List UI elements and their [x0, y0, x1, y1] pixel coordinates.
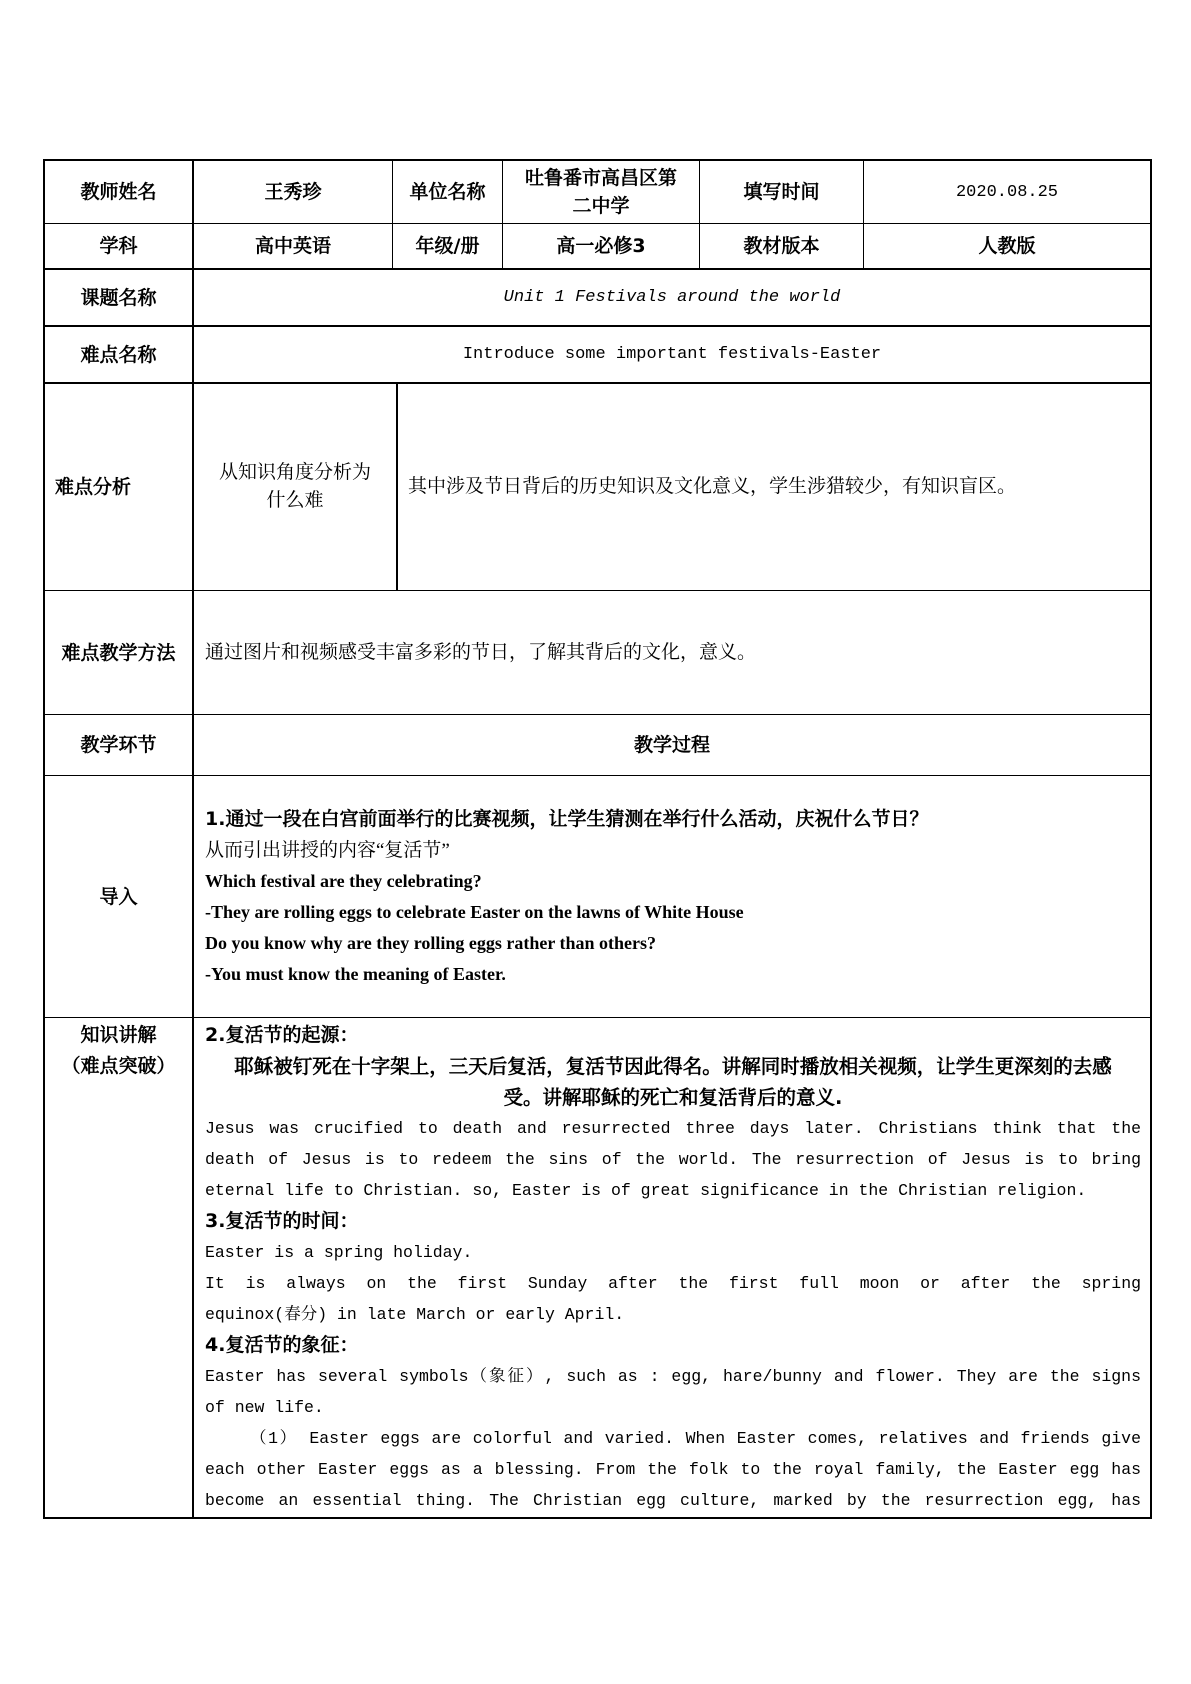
analysis-aspect: 从知识角度分析为什么难: [218, 462, 371, 511]
intro-line: Do you know why are they rolling eggs rather than others?: [205, 932, 657, 953]
eggs-text-line: （1） Easter eggs are colorful and varied. When Easter comes, relatives and friends give: [250, 1429, 1141, 1448]
eggs-text-line: become an essential thing. The Christian egg culture, marked by the resurrection egg, has: [205, 1491, 1141, 1510]
origin-text-line: death of Jesus is to redeem the sins of the world. The resurrection of Jesus is to bring: [205, 1150, 1141, 1169]
time-heading: 3.复活节的时间：: [205, 1210, 359, 1232]
edition-label: 教材版本: [700, 224, 863, 268]
symbols-heading: 4.复活节的象征：: [205, 1334, 359, 1356]
grade-value: 高一必修3: [503, 224, 699, 268]
symbols-text-line: Easter has several symbols（象征）, such as : egg, hare/bunny and flower. They are the signs: [205, 1367, 1141, 1386]
analysis-label: 难点分析: [45, 384, 192, 590]
difficulty-value: Introduce some important festivals-Easter: [194, 327, 1150, 382]
knowledge-text-block: [205, 1020, 1141, 1516]
date-value: 2020.08.25: [864, 161, 1150, 223]
subject-label: 学科: [45, 224, 192, 268]
teacher-name-value: 王秀珍: [194, 161, 392, 223]
origin-summary-line: 耶稣被钉死在十字架上，三天后复活，复活节因此得名。讲解同时播放相关视频，让学生更深刻的去感: [234, 1055, 1112, 1078]
school-label: 单位名称: [393, 161, 502, 223]
time-text-line: Easter is a spring holiday.: [205, 1243, 473, 1262]
intro-line: 从而引出讲授的内容“复活节”: [205, 839, 450, 861]
grade-label: 年级/册: [393, 224, 502, 268]
school-name-value: 吐鲁番市高昌区第二中学: [524, 167, 677, 217]
process-header: 教学过程: [194, 715, 1150, 775]
topic-value: Unit 1 Festivals around the world: [194, 270, 1150, 325]
origin-text-line: eternal life to Christian. so, Easter is of great significance in the Christian religion.: [205, 1181, 1087, 1200]
intro-line: Which festival are they celebrating?: [205, 870, 482, 891]
edition-value: 人教版: [864, 224, 1150, 268]
method-text: 通过图片和视频感受丰富多彩的节日，了解其背后的文化，意义。: [194, 591, 1150, 714]
subject-value: 高中英语: [194, 224, 392, 268]
lesson-plan-table: [43, 159, 1152, 1519]
symbols-text-line: of new life.: [205, 1398, 324, 1417]
school-cell: [503, 161, 699, 223]
topic-label: 课题名称: [45, 270, 192, 325]
origin-text-line: Jesus was crucified to death and resurrected three days later. Christians think that the: [205, 1119, 1141, 1138]
intro-line: -You must know the meaning of Easter.: [205, 963, 506, 984]
intro-line: -They are rolling eggs to celebrate Easter on the lawns of White House: [205, 901, 744, 922]
date-label: 填写时间: [700, 161, 863, 223]
eggs-text-line: each other Easter eggs as a blessing. From the folk to the royal family, the Easter egg has: [205, 1460, 1141, 1479]
teacher-name-label: 教师姓名: [45, 161, 192, 223]
time-text-line: It is always on the first Sunday after the first full moon or after the spring: [205, 1274, 1141, 1293]
analysis-text: 其中涉及节日背后的历史知识及文化意义，学生涉猎较少，有知识盲区。: [398, 384, 1150, 590]
difficulty-label: 难点名称: [45, 327, 192, 382]
knowledge-content: [194, 1018, 1150, 1517]
intro-text-block: [205, 804, 1141, 990]
intro-label: 导入: [45, 776, 192, 1017]
knowledge-label-line2: （难点突破）: [61, 1055, 176, 1077]
time-text-line: equinox(春分) in late March or early April.: [205, 1305, 625, 1324]
analysis-aspect-cell: [194, 384, 396, 590]
knowledge-label-line1: 知识讲解: [80, 1024, 157, 1046]
intro-line: 1.通过一段在白宫前面举行的比赛视频，让学生猜测在举行什么活动，庆祝什么节日？: [205, 807, 929, 830]
origin-heading: 2.复活节的起源：: [205, 1024, 359, 1046]
knowledge-label: [61, 1018, 175, 1082]
origin-summary-line: 受。讲解耶稣的死亡和复活背后的意义.: [503, 1086, 843, 1109]
process-section-label: 教学环节: [45, 715, 192, 775]
knowledge-label-cell: [45, 1018, 192, 1517]
intro-content: [194, 776, 1150, 1017]
method-label: 难点教学方法: [45, 591, 192, 714]
